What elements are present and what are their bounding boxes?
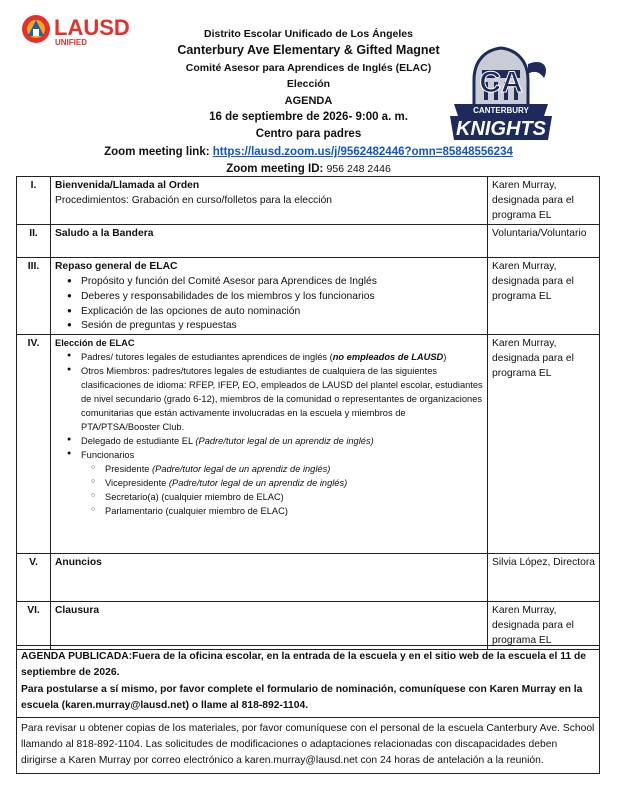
list-item-emphasis: no empleados de LAUSD xyxy=(332,352,444,363)
mascot-top-text: CANTERBURY xyxy=(473,106,529,115)
list-item-emphasis: (Padre/tutor legal de un aprendiz de inglés) xyxy=(168,477,348,488)
list-item xyxy=(67,449,483,463)
item-title: Saludo a la Bandera xyxy=(55,227,154,239)
agenda-row-vi xyxy=(17,602,600,650)
zoom-id-line xyxy=(0,163,617,175)
item-content xyxy=(51,257,488,335)
item-responsible: Silvia López, Directora xyxy=(488,554,600,602)
item-responsible: Karen Murray, designada para el programa EL xyxy=(488,177,600,225)
item-title: Repaso general de ELAC xyxy=(55,260,178,272)
agenda-row-ii xyxy=(17,224,600,257)
list-item-text-end: ) xyxy=(443,352,447,363)
list-item-text: Presidente xyxy=(105,463,153,474)
item-number: V. xyxy=(17,554,51,602)
footer-notice xyxy=(17,646,599,718)
list-item-emphasis: (Padre/tutor legal de un aprendiz de inglés) xyxy=(195,435,374,446)
svg-text:CA: CA xyxy=(479,66,523,99)
list-item: ● Explicación de las opciones de auto nominación xyxy=(67,305,483,320)
item-content xyxy=(51,177,488,225)
item-responsible: Karen Murray, designada para el programa EL xyxy=(488,257,600,335)
list-item-text: Vicepresidente xyxy=(105,477,169,488)
sub-list-item: ○ Parlamentario (cualquier miembro de ELAC) xyxy=(91,505,483,519)
logo-text: LAUSD xyxy=(54,15,130,40)
zoom-id-label: Zoom meeting ID: xyxy=(226,163,324,175)
agenda-row-i xyxy=(17,177,600,225)
posting-notice: AGENDA PUBLICADA:Fuera de la oficina escolar, en la entrada de la escuela y en el sitio web de la escuela el 11 de septiembre de 2026. xyxy=(21,651,587,679)
footer-notes xyxy=(16,645,600,774)
school-name: Canterbury Ave Elementary & Gifted Magnet xyxy=(177,43,440,57)
item-number: II. xyxy=(17,224,51,257)
item-content xyxy=(51,224,488,257)
zoom-link-line xyxy=(0,146,617,158)
agenda-table xyxy=(16,176,600,650)
meeting-location: Centro para padres xyxy=(255,128,362,140)
item-responsible: Karen Murray, designada para el programa EL xyxy=(488,335,600,554)
nomination-notice: Para postularse a sí mismo, por favor complete el formulario de nominación, comuníquese con Karen Murray en la escuela (karen.murray@lausd.net) o llame al 818-892-1104. xyxy=(21,683,583,712)
list-item xyxy=(67,351,483,365)
list-item: ● Otros Miembros: padres/tutores legales de estudiantes de cualquiera de las siguientes clasificaciones de idioma: RFEP, IFEP, EO, empleados de LAUSD del plantel escolar, estudiantes de nivel secundario (grado 6-12), miembros de la comunidad o representantes de organizaciones comunitarias que están activamente involucradas en la escuela y miembros de PTA/PTSA/Booster Club. xyxy=(67,365,483,435)
list-item-text: Delegado de estudiante EL xyxy=(81,435,196,446)
sub-list-item xyxy=(91,463,483,477)
agenda-row-iv xyxy=(17,335,600,554)
item-content xyxy=(51,554,488,602)
item-title: Elección de ELAC xyxy=(55,338,135,349)
item-content xyxy=(51,602,488,650)
item-responsible: Karen Murray, designada para el programa EL xyxy=(488,602,600,650)
meeting-type: Elección xyxy=(286,78,331,90)
item-number: IV. xyxy=(17,335,51,554)
list-item xyxy=(67,435,483,449)
agenda-row-v xyxy=(17,554,600,602)
logo-subtext: UNIFIED xyxy=(55,38,87,47)
item-number: I. xyxy=(17,177,51,225)
item-title: Anuncios xyxy=(55,557,102,569)
item-responsible: Voluntaria/Voluntario xyxy=(488,224,600,257)
mascot-bottom-text: KNIGHTS xyxy=(456,118,546,140)
item-content xyxy=(51,335,488,554)
sub-list-item xyxy=(91,477,483,491)
item-detail: Procedimientos: Grabación en curso/folletos para la elección xyxy=(55,194,333,206)
item-number: VI. xyxy=(17,602,51,650)
list-item: ● Sesión de preguntas y respuestas xyxy=(67,319,483,334)
zoom-link-label: Zoom meeting link: xyxy=(104,146,210,158)
zoom-id-value: 956 248 2446 xyxy=(326,163,391,175)
election-list xyxy=(67,351,483,463)
sub-list-item: ○ Secretario(a) (cualquier miembro de ELAC) xyxy=(91,491,483,505)
meeting-datetime: 16 de septiembre de 2026- 9:00 a. m. xyxy=(209,111,408,123)
overview-list xyxy=(67,275,483,335)
list-item: ● Propósito y función del Comité Asesor para Aprendices de Inglés xyxy=(67,275,483,290)
zoom-link[interactable]: https://lausd.zoom.us/j/9562482446?omn=85848556234 xyxy=(212,146,513,158)
list-item-text: Funcionarios xyxy=(81,449,135,460)
officers-list xyxy=(91,463,483,519)
list-item-text: Padres/ tutores legales de estudiantes aprendices de inglés ( xyxy=(81,352,333,363)
district-name: Distrito Escolar Unificado de Los Ángeles xyxy=(204,28,413,40)
item-number: III. xyxy=(17,257,51,335)
materials-notice: Para revisar u obtener copias de los materiales, por favor comuníquese con el personal de la escuela Canterbury Ave. School llamando al 818-892-1104. Las solicitudes de modificaciones o adaptaciones relacionadas con discapacidades deben dirigirse a Karen Murray por correo electrónico a karen.murray@lausd.net con 24 horas de antelación a la reunión. xyxy=(21,722,595,766)
item-title: Bienvenida/Llamada al Orden xyxy=(55,180,200,191)
committee-name: Comité Asesor para Aprendices de Inglés (ELAC) xyxy=(185,62,432,74)
list-item-emphasis: (Padre/tutor legal de un aprendiz de inglés) xyxy=(152,463,331,474)
page-title: AGENDA xyxy=(284,95,333,107)
agenda-row-iii xyxy=(17,257,600,335)
list-item: ● Deberes y responsabilidades de los miembros y los funcionarios xyxy=(67,290,483,305)
item-title: Clausura xyxy=(55,605,100,617)
